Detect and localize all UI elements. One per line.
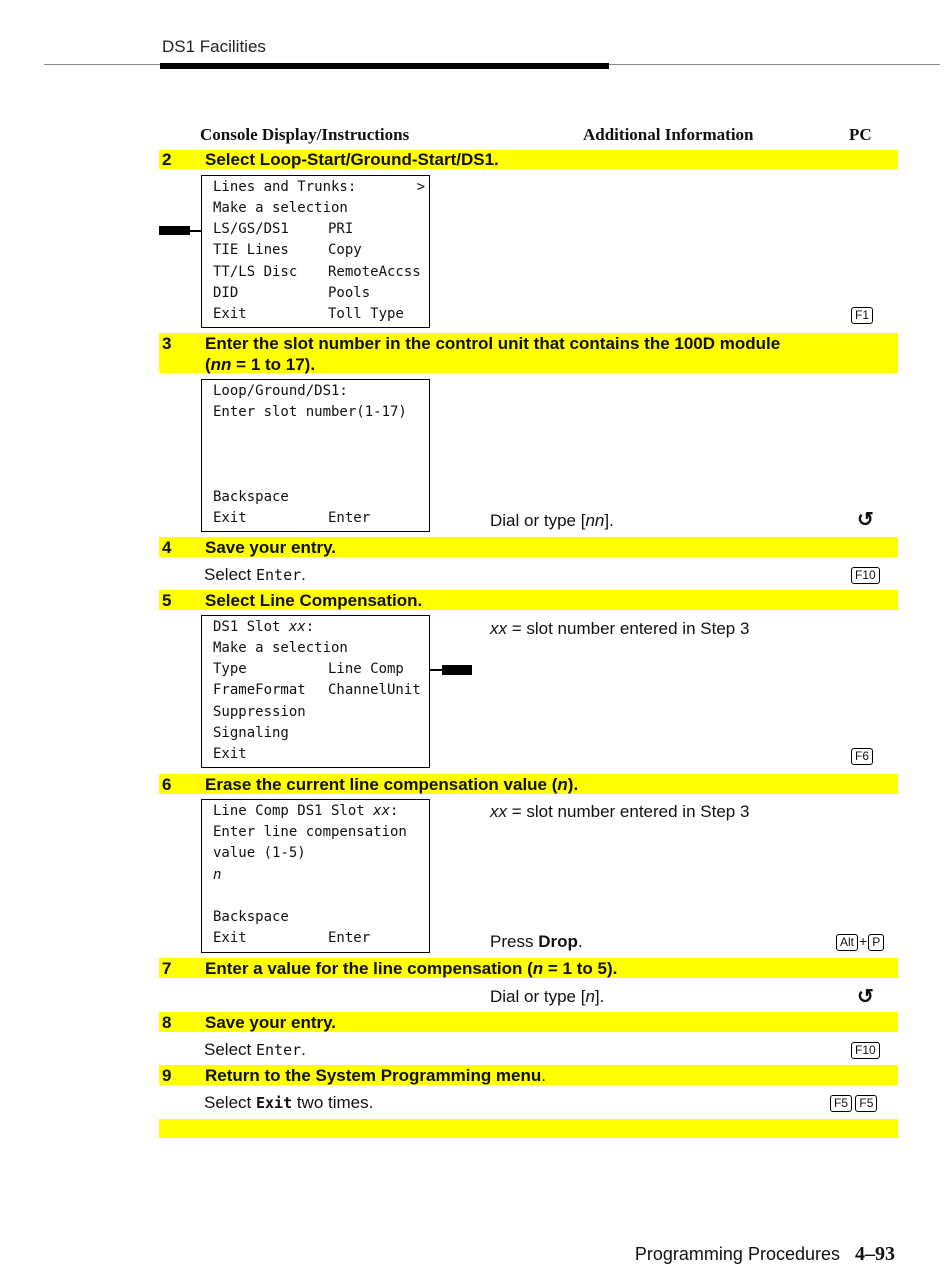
press-drop-instruction: Press Drop. [490, 932, 583, 951]
menu-option-exit: Exit [213, 306, 247, 322]
menu-option-tie-lines: TIE Lines [213, 242, 289, 258]
menu-option-channel-unit: ChannelUnit [328, 682, 421, 698]
exit-option: Exit [213, 930, 247, 946]
selection-pointer [159, 226, 190, 235]
exit-option: Exit [213, 510, 247, 526]
menu-option-suppression: Suppression [213, 704, 306, 720]
screen-title: Line Comp DS1 Slot xx: [213, 803, 399, 819]
enter-option: Enter [328, 510, 371, 526]
step-instruction: Select Line Compensation. [205, 591, 423, 610]
more-caret: > [416, 179, 425, 195]
pc-key-f5-f5: F5 F5 [830, 1095, 877, 1112]
menu-option-signaling: Signaling [213, 725, 289, 741]
step-number: 5 [162, 591, 172, 610]
menu-option-toll-type: Toll Type [328, 306, 404, 322]
dial-pad-icon: ↺ [857, 509, 874, 531]
step-number: 4 [162, 538, 172, 557]
screen-prompt: Make a selection [213, 200, 348, 216]
step-number: 3 [162, 334, 172, 353]
step-number: 2 [162, 150, 172, 169]
menu-option-type: Type [213, 661, 247, 677]
column-console-heading: Console Display/Instructions [200, 125, 410, 144]
menu-option-remote-access: RemoteAccss [328, 264, 421, 280]
step-instruction: Select Loop-Start/Ground-Start/DS1. [205, 150, 499, 169]
closing-band [159, 1119, 898, 1138]
screen-title: Loop/Ground/DS1: [213, 383, 348, 399]
pc-key-f10: F10 [851, 567, 880, 584]
column-info-heading: Additional Information [583, 125, 754, 144]
menu-option-ls-gs-ds1: LS/GS/DS1 [213, 221, 289, 237]
menu-option-pools: Pools [328, 285, 371, 301]
console-screen-ds1-slot [201, 615, 430, 768]
selection-pointer-line [430, 669, 442, 671]
step-number: 8 [162, 1013, 172, 1032]
pc-key-alt-p: Alt + P [836, 933, 884, 951]
header-bar [160, 63, 609, 69]
select-exit-instruction: Select Exit two times. [204, 1093, 374, 1112]
slot-note: xx = slot number entered in Step 3 [490, 619, 750, 638]
screen-prompt: Enter slot number(1-17) [213, 404, 407, 420]
screen-title: Lines and Trunks: [213, 179, 357, 195]
page-number: 4–93 [855, 1243, 895, 1265]
menu-option-frame-format: FrameFormat [213, 682, 306, 698]
step-number: 6 [162, 775, 172, 794]
step-instruction: Return to the System Programming menu. [205, 1066, 547, 1085]
step-instruction: Enter a value for the line compensation (n = 1 to 5). [205, 959, 618, 978]
current-value: n [213, 867, 222, 883]
screen-prompt-range: value (1-5) [213, 845, 306, 861]
selection-pointer-line [190, 230, 201, 232]
menu-option-pri: PRI [328, 221, 354, 237]
menu-option-did: DID [213, 285, 239, 301]
backspace-option: Backspace [213, 489, 289, 505]
step-number: 7 [162, 959, 172, 978]
screen-prompt: Make a selection [213, 640, 348, 656]
column-pc-heading: PC [849, 125, 872, 144]
dial-instruction: Dial or type [n]. [490, 987, 605, 1006]
menu-option-line-comp: Line Comp [328, 661, 404, 677]
select-enter-instruction: Select Enter. [204, 1040, 306, 1059]
menu-option-exit: Exit [213, 746, 247, 762]
pc-key-f6: F6 [851, 748, 873, 765]
footer-section: Programming Procedures [634, 1244, 840, 1264]
selection-pointer [442, 665, 472, 675]
running-header: DS1 Facilities [162, 37, 266, 56]
menu-option-tt-ls-disc: TT/LS Disc [213, 264, 298, 280]
pc-key-f1: F1 [851, 307, 873, 324]
step-instruction: Erase the current line compensation value (n). [205, 775, 579, 794]
menu-option-copy: Copy [328, 242, 362, 258]
step-number: 9 [162, 1066, 172, 1085]
dial-pad-icon: ↺ [857, 986, 874, 1008]
select-enter-instruction: Select Enter. [204, 565, 306, 584]
backspace-option: Backspace [213, 909, 289, 925]
screen-prompt: Enter line compensation [213, 824, 407, 840]
enter-option: Enter [328, 930, 371, 946]
pc-key-f10: F10 [851, 1042, 880, 1059]
screen-title: DS1 Slot xx: [213, 619, 315, 635]
console-screen-line-comp [201, 799, 430, 953]
dial-instruction: Dial or type [nn]. [490, 511, 614, 530]
console-screen-lines-and-trunks [201, 175, 430, 328]
step-instruction: Save your entry. [205, 1013, 337, 1032]
step-instruction: Save your entry. [205, 538, 337, 557]
console-screen-slot-number [201, 379, 430, 532]
slot-note: xx = slot number entered in Step 3 [490, 802, 750, 821]
step-instruction: Enter the slot number in the control unit that contains the 100D module (nn = 1 to 17). [205, 334, 781, 374]
